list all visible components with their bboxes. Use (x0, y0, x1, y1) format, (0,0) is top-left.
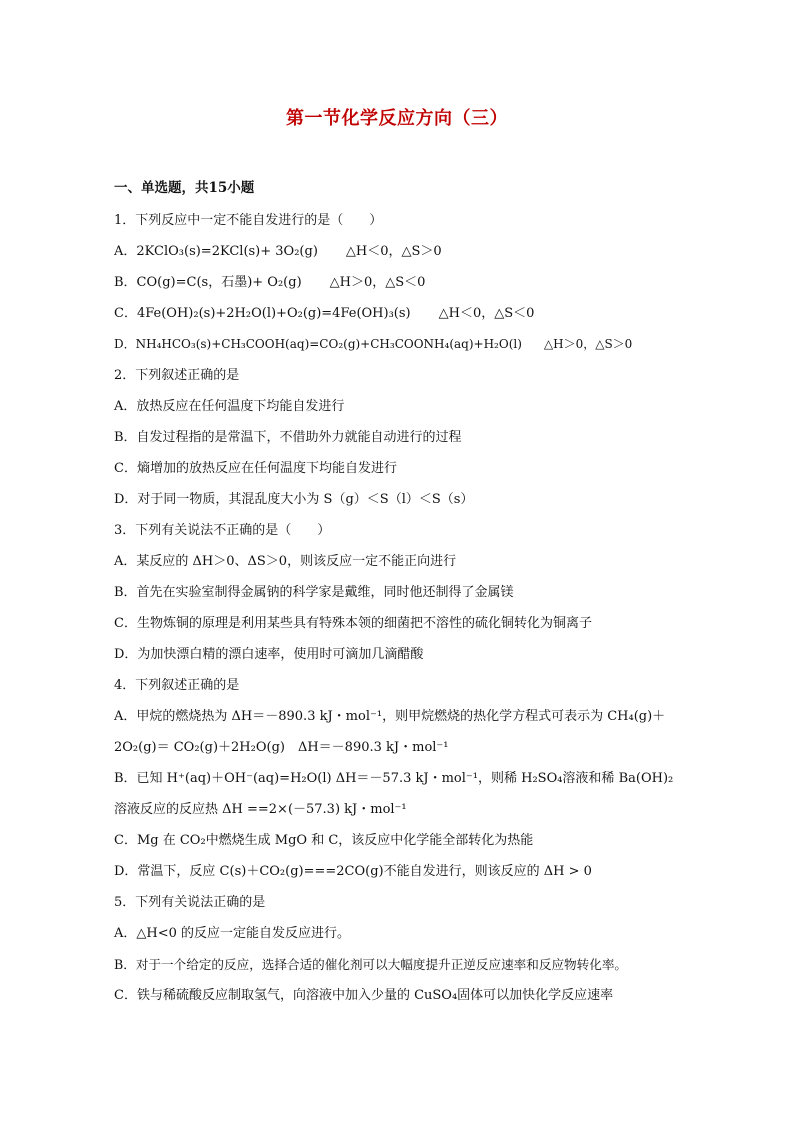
option-row: C．Mg 在 CO₂中燃烧生成 MgO 和 C，该反应中化学能全部转化为热能 (114, 833, 534, 848)
option-row: D．对于同一物质，其混乱度大小为 S（g）＜S（l）＜S（s） (114, 492, 474, 507)
option-equation: D．NH₄HCO₃(s)+CH₃COOH(aq)=CO₂(g)+CH₃COONH₄(aq)+H₂O(l) (114, 337, 522, 351)
option-row: C．铁与稀硫酸反应制取氢气，向溶液中加入少量的 CuSO₄固体可以加快化学反应速率 (114, 988, 614, 1003)
option-row: A．甲烷的燃烧热为 ΔH＝－890.3 kJ・mol⁻¹，则甲烷燃烧的热化学方程式可表示为 CH₄(g)＋2O₂(g)＝ CO₂(g)＋2H₂O(g) ΔH＝－890.3 kJ・mol⁻¹ (114, 709, 666, 755)
question-stem: 3．下列有关说法不正确的是（ ） (114, 523, 331, 538)
question-stem: 5．下列有关说法正确的是 (114, 895, 266, 910)
option-row: A．△H<0 的反应一定能自发反应进行。 (114, 926, 351, 941)
option-row: B．自发过程指的是常温下，不借助外力就能自动进行的过程 (114, 430, 462, 445)
option-condition: △H＜0，△S＞0 (345, 244, 442, 259)
option-row: B．对于一个给定的反应，选择合适的催化剂可以大幅度提升正逆反应速率和反应物转化率。 (114, 957, 628, 972)
question-stem: 1．下列反应中一定不能自发进行的是（ ） (114, 213, 383, 228)
option-row: D．常温下，反应 C(s)＋CO₂(g)===2CO(g)不能自发进行，则该反应的 ΔH > 0 (114, 864, 592, 879)
option-row (114, 236, 684, 267)
option-row (114, 298, 684, 329)
option-row (114, 267, 684, 298)
option-row (114, 329, 684, 360)
option-condition: △H＜0，△S＜0 (438, 306, 535, 321)
option-equation: C．4Fe(OH)₂(s)+2H₂O(l)+O₂(g)=4Fe(OH)₃(s) (114, 306, 411, 321)
option-condition: △H＞0，△S＜0 (329, 275, 426, 290)
question-list (114, 205, 684, 1011)
doc-title: 第一节化学反应方向（三） (286, 108, 508, 129)
option-equation: A．2KClO₃(s)=2KCl(s)+ 3O₂(g) (114, 244, 318, 259)
section-heading: 一、单选题，共15小题 (114, 180, 255, 196)
option-condition: △H＞0，△S＞0 (543, 337, 633, 351)
question-stem: 4．下列叙述正确的是 (114, 678, 240, 693)
option-row: A．放热反应在任何温度下均能自发进行 (114, 399, 345, 414)
option-row: D．为加快漂白精的漂白速率，使用时可滴加几滴醋酸 (114, 647, 424, 662)
option-row: B．已知 H⁺(aq)＋OH⁻(aq)=H₂O(l) ΔH＝－57.3 kJ・mol⁻¹，则稀 H₂SO₄溶液和稀 Ba(OH)₂溶液反应的反应热 ΔH ==2×(－57.3) kJ・mol⁻¹ (114, 771, 674, 817)
question-stem: 2．下列叙述正确的是 (114, 368, 240, 383)
option-row: C．生物炼铜的原理是利用某些具有特殊本领的细菌把不溶性的硫化铜转化为铜离子 (114, 616, 592, 631)
option-row: A．某反应的 ΔH＞0、ΔS＞0，则该反应一定不能正向进行 (114, 554, 457, 569)
option-equation: B．CO(g)=C(s，石墨)+ O₂(g) (114, 275, 302, 290)
option-row: B．首先在实验室制得金属钠的科学家是戴维，同时他还制得了金属镁 (114, 585, 514, 600)
option-row: C．熵增加的放热反应在任何温度下均能自发进行 (114, 461, 397, 476)
